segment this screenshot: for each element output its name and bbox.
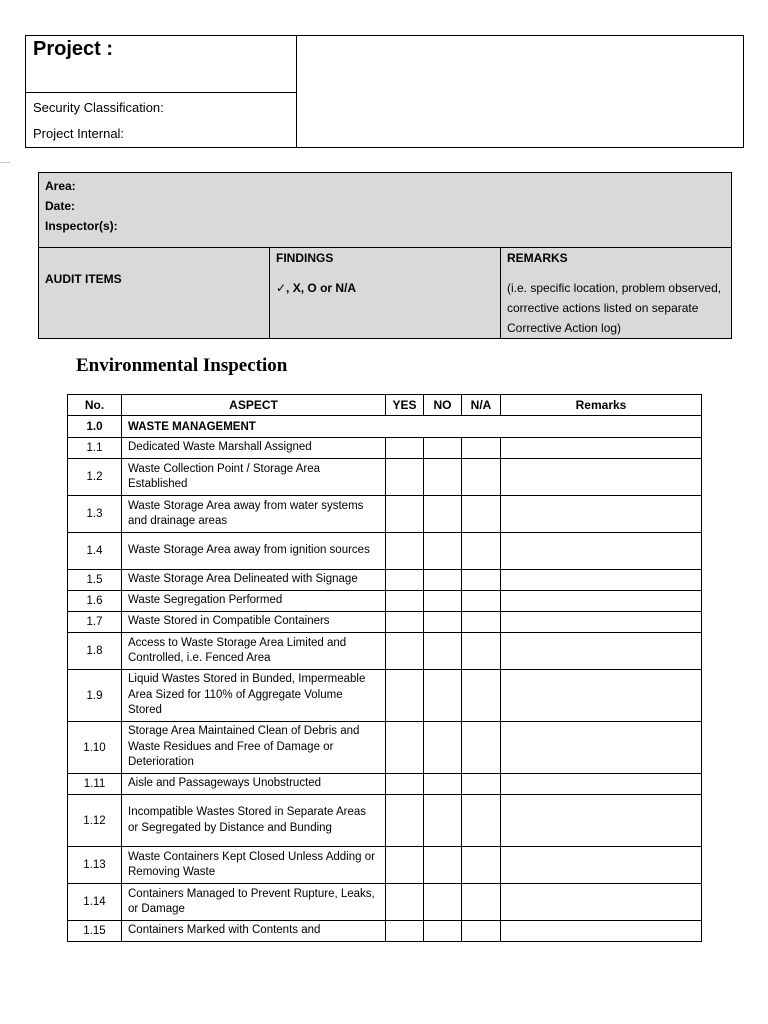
row-no: 1.14 [68,884,122,921]
row-no-cell[interactable] [424,570,462,591]
project-meta-cell [26,93,297,148]
row-no-cell[interactable] [424,847,462,884]
row-no-cell[interactable] [424,722,462,774]
row-no-cell[interactable] [424,533,462,570]
row-no: 1.3 [68,496,122,533]
row-yes-cell[interactable] [386,438,424,459]
row-yes-cell[interactable] [386,591,424,612]
project-title: Project : [26,36,297,93]
row-na-cell[interactable] [462,570,501,591]
audit-items-label: AUDIT ITEMS [39,248,270,339]
inspectors-label: Inspector(s): [45,219,118,233]
row-yes-cell[interactable] [386,496,424,533]
table-row [68,722,702,774]
row-remarks-cell[interactable] [501,438,702,459]
row-aspect: Storage Area Maintained Clean of Debris and Waste Residues and Free of Damage or Deterioration [122,722,386,774]
row-remarks-cell[interactable] [501,774,702,795]
row-remarks-cell[interactable] [501,459,702,496]
header-remarks: Remarks [501,395,702,416]
row-no: 1.5 [68,570,122,591]
project-header-table [25,35,744,148]
findings-label: FINDINGS [276,251,334,265]
row-yes-cell[interactable] [386,612,424,633]
row-no-cell[interactable] [424,921,462,942]
security-classification-label: Security Classification: [33,100,164,115]
row-aspect: Waste Storage Area away from ignition sources [122,533,386,570]
row-no: 1.8 [68,633,122,670]
row-aspect: Liquid Wastes Stored in Bunded, Impermeable Area Sized for 110% of Aggregate Volume Stored [122,670,386,722]
findings-cell [270,248,501,339]
row-no: 1.12 [68,795,122,847]
row-yes-cell[interactable] [386,847,424,884]
row-no-cell[interactable] [424,633,462,670]
row-na-cell[interactable] [462,591,501,612]
row-remarks-cell[interactable] [501,847,702,884]
table-row [68,438,702,459]
row-yes-cell[interactable] [386,459,424,496]
table-row [68,633,702,670]
row-remarks-cell[interactable] [501,670,702,722]
row-na-cell[interactable] [462,459,501,496]
header-aspect: ASPECT [122,395,386,416]
row-aspect: Waste Segregation Performed [122,591,386,612]
date-label: Date: [45,199,76,213]
row-na-cell[interactable] [462,670,501,722]
row-na-cell[interactable] [462,633,501,670]
table-row [68,774,702,795]
section-title: Environmental Inspection [76,355,288,376]
table-row [68,570,702,591]
row-aspect: Waste Storage Area Delineated with Signage [122,570,386,591]
table-row [68,921,702,942]
row-no: 1.15 [68,921,122,942]
row-na-cell[interactable] [462,533,501,570]
table-row [68,533,702,570]
row-aspect: Waste Storage Area away from water systems and drainage areas [122,496,386,533]
inspection-table [67,394,702,942]
remarks-label: REMARKS [507,251,568,265]
table-row [68,612,702,633]
row-no-cell[interactable] [424,591,462,612]
row-yes-cell[interactable] [386,921,424,942]
audit-info-cell [39,173,732,248]
project-value-cell[interactable] [297,36,744,148]
row-no: 1.9 [68,670,122,722]
row-remarks-cell[interactable] [501,591,702,612]
row-remarks-cell[interactable] [501,612,702,633]
row-na-cell[interactable] [462,921,501,942]
row-no: 1.10 [68,722,122,774]
row-na-cell[interactable] [462,795,501,847]
row-yes-cell[interactable] [386,774,424,795]
inspection-header-row [68,395,702,416]
row-no-cell[interactable] [424,496,462,533]
table-row [68,591,702,612]
row-remarks-cell[interactable] [501,722,702,774]
row-remarks-cell[interactable] [501,570,702,591]
row-no: 1.2 [68,459,122,496]
header-yes: YES [386,395,424,416]
area-label: Area: [45,179,76,193]
row-na-cell[interactable] [462,438,501,459]
row-no-cell[interactable] [424,438,462,459]
row-aspect: Access to Waste Storage Area Limited and Controlled, i.e. Fenced Area [122,633,386,670]
table-row [68,847,702,884]
page-edge-mark [0,162,10,163]
row-yes-cell[interactable] [386,633,424,670]
row-yes-cell[interactable] [386,795,424,847]
row-remarks-cell[interactable] [501,921,702,942]
row-aspect: Dedicated Waste Marshall Assigned [122,438,386,459]
row-na-cell[interactable] [462,847,501,884]
row-aspect: Waste Stored in Compatible Containers [122,612,386,633]
table-row [68,459,702,496]
section-row [68,416,702,438]
table-row [68,670,702,722]
row-remarks-cell[interactable] [501,533,702,570]
row-aspect: Containers Marked with Contents and [122,921,386,942]
row-remarks-cell[interactable] [501,633,702,670]
row-no: 1.1 [68,438,122,459]
row-na-cell[interactable] [462,884,501,921]
row-remarks-cell[interactable] [501,496,702,533]
row-no-cell[interactable] [424,459,462,496]
header-na: N/A [462,395,501,416]
row-yes-cell[interactable] [386,884,424,921]
remarks-text: (i.e. specific location, problem observed, corrective actions listed on separate Corrective Action log) [507,281,722,335]
row-yes-cell[interactable] [386,670,424,722]
row-no: 1.7 [68,612,122,633]
row-remarks-cell[interactable] [501,884,702,921]
row-na-cell[interactable] [462,774,501,795]
row-no-cell[interactable] [424,795,462,847]
row-no: 1.4 [68,533,122,570]
row-aspect: Incompatible Wastes Stored in Separate Areas or Segregated by Distance and Bunding [122,795,386,847]
row-no-cell[interactable] [424,774,462,795]
row-na-cell[interactable] [462,722,501,774]
project-internal-label: Project Internal: [33,126,125,141]
row-na-cell[interactable] [462,496,501,533]
remarks-cell [501,248,732,339]
section-no: 1.0 [68,416,122,438]
row-aspect: Aisle and Passageways Unobstructed [122,774,386,795]
row-yes-cell[interactable] [386,722,424,774]
table-row [68,795,702,847]
row-aspect: Waste Containers Kept Closed Unless Adding or Removing Waste [122,847,386,884]
findings-values: ✓, X, O or N/A [276,281,357,295]
section-label: WASTE MANAGEMENT [122,416,702,438]
header-no: No. [68,395,122,416]
audit-header-table [38,172,732,339]
row-yes-cell[interactable] [386,533,424,570]
row-no: 1.11 [68,774,122,795]
header-no-col: NO [424,395,462,416]
row-no-cell[interactable] [424,670,462,722]
row-remarks-cell[interactable] [501,795,702,847]
row-no-cell[interactable] [424,612,462,633]
row-no: 1.6 [68,591,122,612]
row-no: 1.13 [68,847,122,884]
row-no-cell[interactable] [424,884,462,921]
row-aspect: Waste Collection Point / Storage Area Established [122,459,386,496]
table-row [68,884,702,921]
row-na-cell[interactable] [462,612,501,633]
table-row [68,496,702,533]
row-yes-cell[interactable] [386,570,424,591]
row-aspect: Containers Managed to Prevent Rupture, Leaks, or Damage [122,884,386,921]
